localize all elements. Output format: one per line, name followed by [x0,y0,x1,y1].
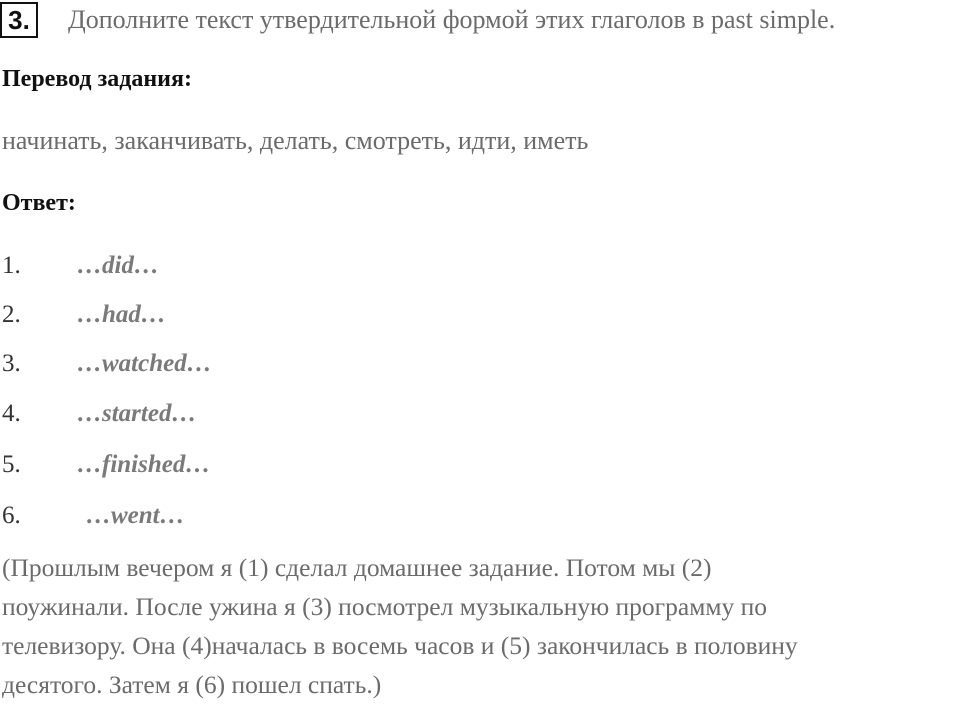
answer-number: 3. [2,350,21,377]
translation-heading: Перевод задания: [2,66,192,92]
answer-number: 2. [2,301,21,328]
translation-verbs: начинать, заканчивать, делать, смотреть, идти, иметь [2,126,589,155]
answer-heading: Ответ: [2,190,76,216]
answer-number: 6. [2,502,21,529]
task-instruction: Дополните текст утвердительной формой этих глаголов в past simple. [68,5,836,34]
answer-number: 1. [2,252,21,279]
answer-word: …finished… [77,451,211,478]
answer-word: …had… [77,301,166,328]
task-number-box: 3. [0,2,38,38]
translated-text-paragraph [2,548,952,704]
answer-number: 4. [2,400,21,427]
task-header [0,2,835,38]
answer-word: …went… [86,502,185,529]
paragraph-line: десятого. Затем я (6) пошел спать.) [2,670,382,699]
paragraph-line: телевизору. Она (4)началась в восемь часов и (5) закончилась в половину [2,631,798,660]
answer-word: …did… [77,252,159,279]
answer-number: 5. [2,451,21,478]
answer-word: …started… [77,400,197,427]
paragraph-line: поужинали. После ужина я (3) посмотрел музыкальную программу по [2,592,767,621]
paragraph-line: (Прошлым вечером я (1) сделал домашнее задание. Потом мы (2) [2,553,712,582]
answer-word: …watched… [77,350,212,377]
